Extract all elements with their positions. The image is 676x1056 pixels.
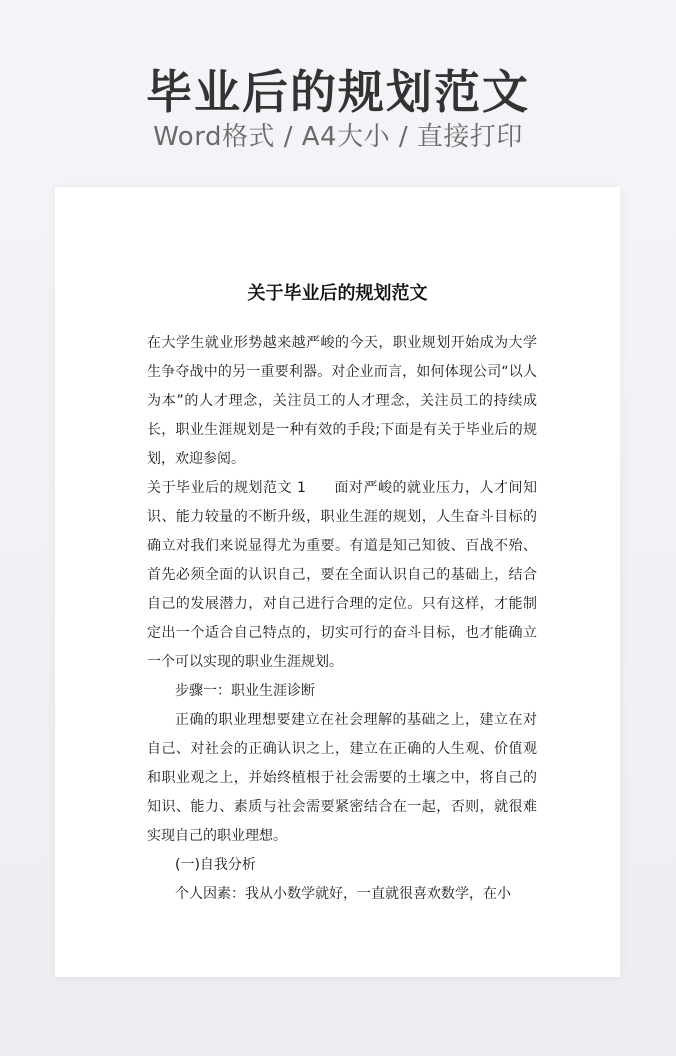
document-body (147, 329, 537, 909)
intro-paragraph: 在大学生就业形势越来越严峻的今天，职业规划开始成为大学生争夺战中的另一重要利器。对企业而言，如何体现公司“以人为本”的人才理念，关注员工的人才理念，关注员工的持续成长，职业生涯规划是一种有效的手段;下面是有关于毕业后的规划，欢迎参阅。 (147, 335, 537, 467)
banner (0, 0, 676, 180)
section-paragraph (147, 474, 537, 677)
section-body: 面对严峻的就业压力，人才间知识、能力较量的不断升级，职业生涯的规划，人生奋斗目标的确立对我们来说显得尤为重要。有道是知己知彼、百战不殆、首先必须全面的认识自己，要在全面认识自己的基础上，结合自己的发展潜力，对自己进行合理的定位。只有这样，才能制定出一个适合自己特点的，切实可行的奋斗目标，也才能确立一个可以实现的职业生涯规划。 (147, 480, 537, 670)
step-one-paragraph: 正确的职业理想要建立在社会理解的基础之上，建立在对自己、对社会的正确认识之上，建立在正确的人生观、价值观和职业观之上，并始终植根于社会需要的土壤之中，将自己的知识、能力、素质与社会需要紧密结合在一起，否则，就很难实现自己的职业理想。 (147, 712, 537, 844)
document-page (55, 187, 620, 977)
banner-title: 毕业后的规划范文 (146, 65, 530, 119)
personal-factors-paragraph: 个人因素：我从小数学就好，一直就很喜欢数学，在小 (175, 886, 511, 902)
document-title: 关于毕业后的规划范文 (247, 283, 428, 304)
section-heading: 关于毕业后的规划范文 1 (147, 480, 306, 496)
banner-subtitle: Word格式 / A4大小 / 直接打印 (153, 122, 523, 152)
self-analysis-heading: (一)自我分析 (175, 857, 256, 873)
step-one-heading: 步骤一：职业生涯诊断 (175, 683, 315, 699)
